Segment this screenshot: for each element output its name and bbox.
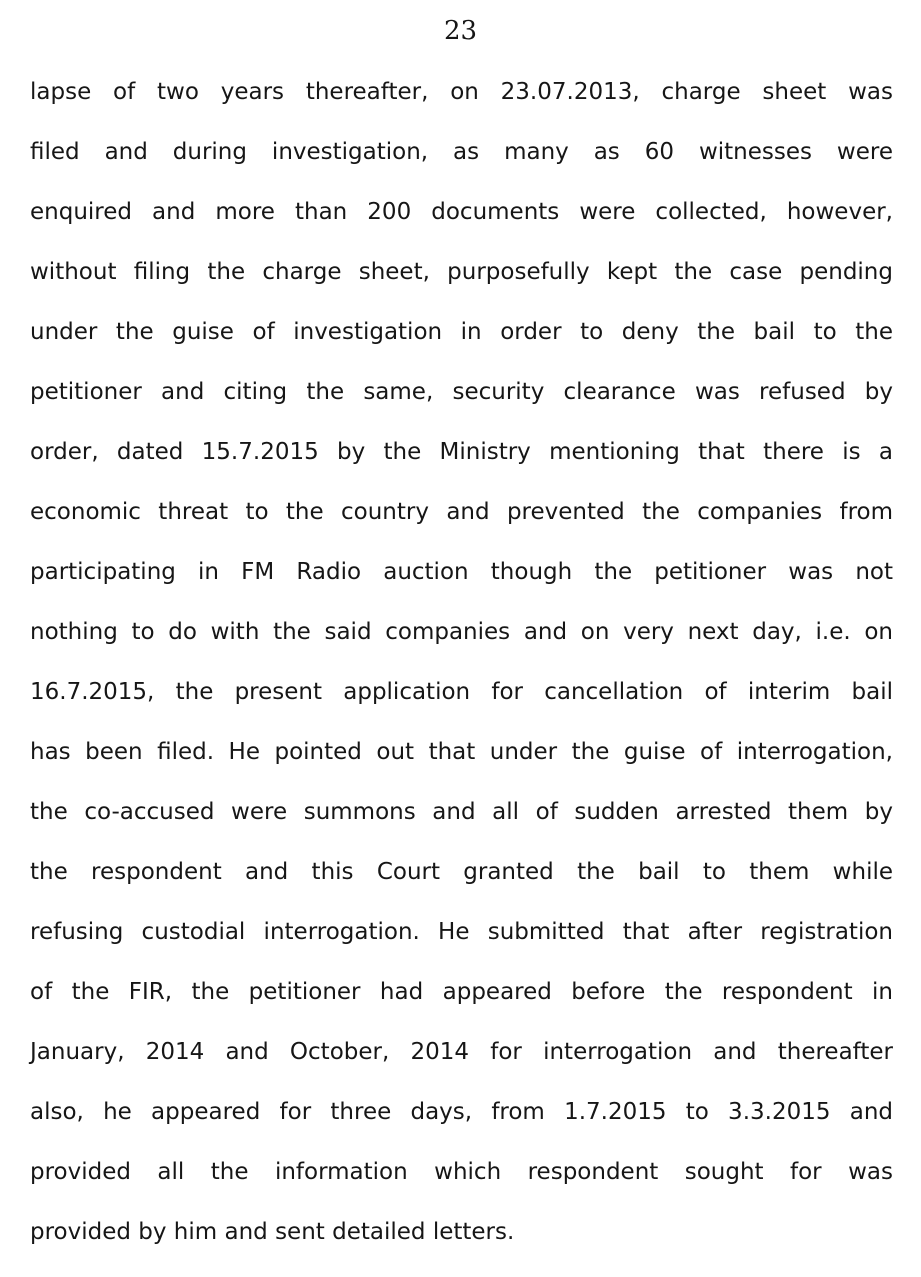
- text-line: enquired and more than 200 documents were collected, however,: [30, 199, 893, 225]
- text-line: lapse of two years thereafter, on 23.07.2013, charge sheet was: [30, 79, 893, 105]
- text-line: refusing custodial interrogation. He submitted that after registration: [30, 919, 893, 945]
- text-line: petitioner and citing the same, security clearance was refused by: [30, 379, 893, 405]
- text-line: of the FIR, the petitioner had appeared before the respondent in: [30, 979, 893, 1005]
- text-line: 16.7.2015, the present application for cancellation of interim bail: [30, 679, 893, 705]
- text-line: provided by him and sent detailed letters.: [30, 1219, 515, 1245]
- text-line: participating in FM Radio auction though the petitioner was not: [30, 559, 893, 585]
- text-line: provided all the information which respondent sought for was: [30, 1159, 893, 1185]
- text-line: also, he appeared for three days, from 1.7.2015 to 3.3.2015 and: [30, 1099, 893, 1125]
- text-line: filed and during investigation, as many as 60 witnesses were: [30, 139, 893, 165]
- text-line: nothing to do with the said companies and on very next day, i.e. on: [30, 619, 893, 645]
- text-line: without filing the charge sheet, purposefully kept the case pending: [30, 259, 893, 285]
- text-line: under the guise of investigation in order to deny the bail to the: [30, 319, 893, 345]
- text-line: has been filed. He pointed out that under the guise of interrogation,: [30, 739, 893, 765]
- text-line: order, dated 15.7.2015 by the Ministry mentioning that there is a: [30, 439, 893, 465]
- text-line: the respondent and this Court granted the bail to them while: [30, 859, 893, 885]
- body-paragraph: [30, 62, 893, 1262]
- text-line: the co-accused were summons and all of sudden arrested them by: [30, 799, 893, 825]
- page-number: 23: [443, 16, 478, 46]
- text-line: January, 2014 and October, 2014 for interrogation and thereafter: [30, 1039, 893, 1065]
- text-line: economic threat to the country and prevented the companies from: [30, 499, 893, 525]
